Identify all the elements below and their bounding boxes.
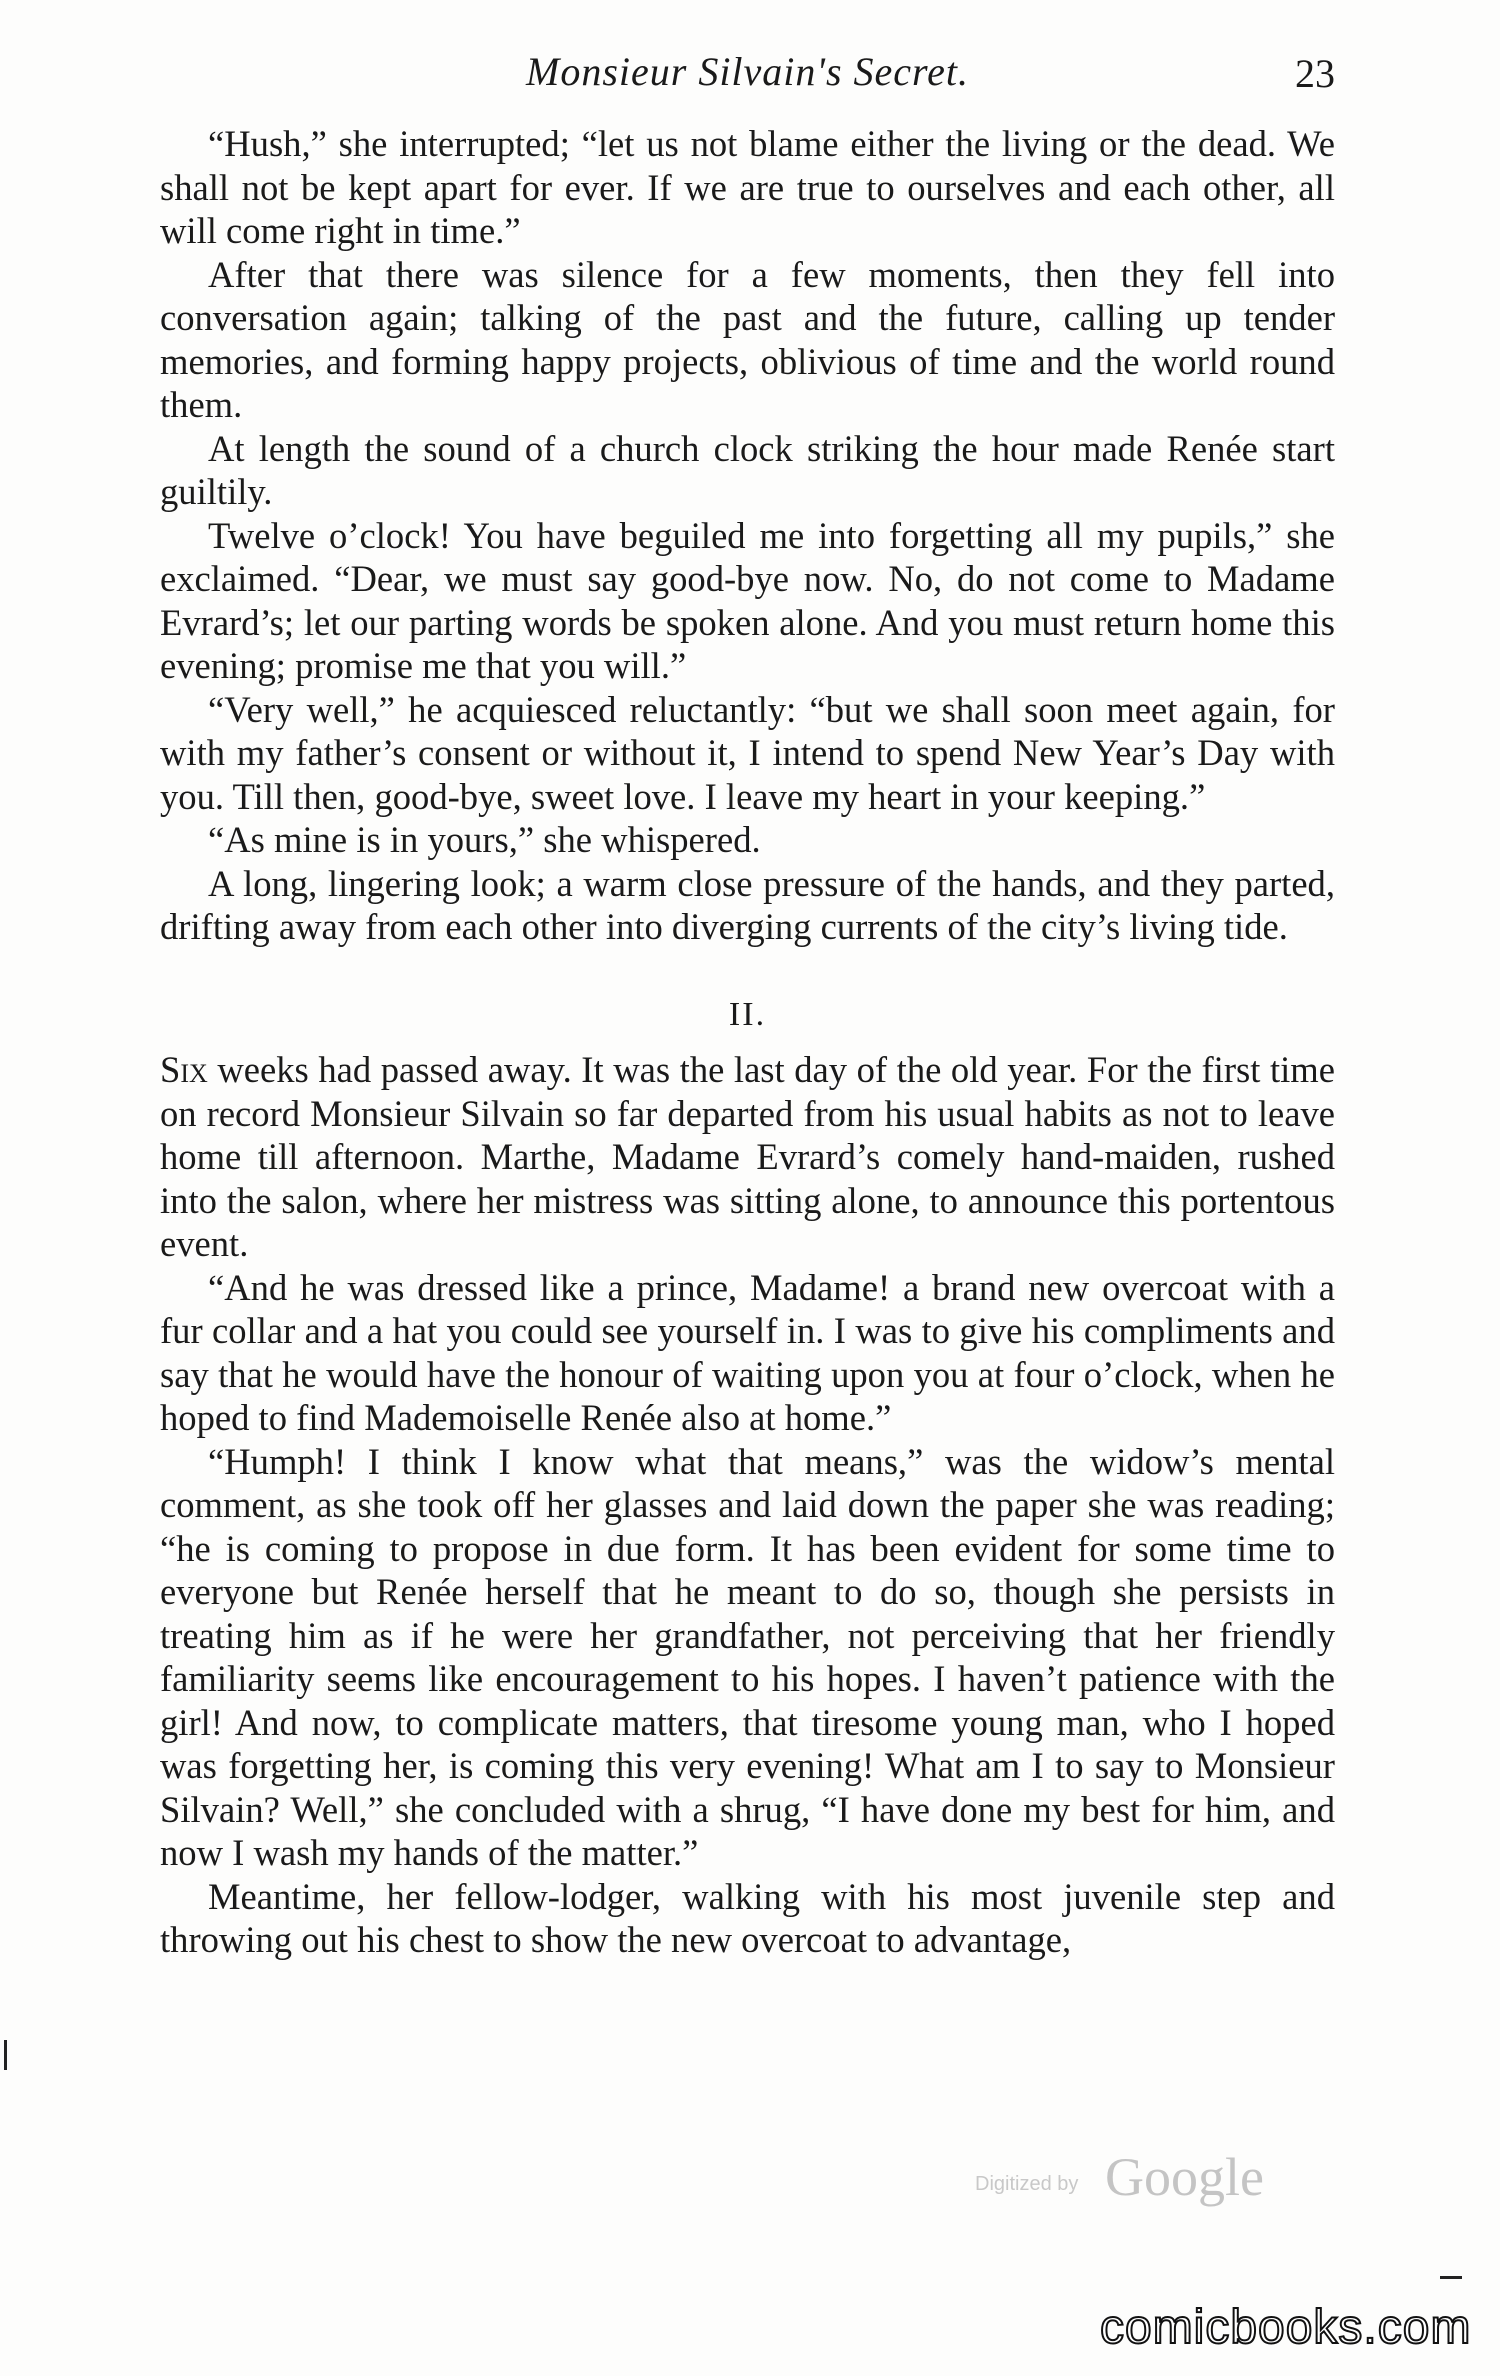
google-watermark [975,2138,1295,2208]
scan-edge-mark [4,2040,7,2070]
paragraph: “Very well,” he acquiesced reluctantly: “but we shall soon meet again, for with my father’s consent or without it, I intend to spend New Year’s Day with you. Till then, good-bye, sweet love. I leave my heart in your keeping.” [160,688,1335,817]
paragraph: At length the sound of a church clock striking the hour made Renée start guiltily. [160,427,1335,512]
paragraph: Twelve o’clock! You have beguiled me into forgetting all my pupils,” she exclaimed. “Dear, we must say good-bye now. No, do not come to Madame Evrard’s; let our parting words be spoken alone. And you must return home this evening; promise me that you will.” [160,514,1335,686]
paragraph: “Humph! I think I know what that means,” was the widow’s mental comment, as she took off her glasses and laid down the paper she was reading; “he is coming to propose in due form. It has been evident for some time to everyone but Renée herself that he meant to do so, though she persists in treating him as if he were her grandfather, not perceiving that her friendly familiarity seems like encouragement to his hopes. I haven’t patience with the girl! And now, to complicate matters, that tiresome young man, who I hoped was forgetting her, is coming this very evening! What am I to say to Monsieur Silvain? Well,” she concluded with a shrug, “I have done my best for him, and now I wash my hands of the matter.” [160,1440,1335,1873]
body-text [160,122,1335,1962]
paragraph: “As mine is in yours,” she whispered. [208,819,761,860]
running-head [160,44,1335,104]
page-number: 23 [1295,51,1335,96]
section-heading: II. [728,995,767,1033]
google-logo-text: Google [1105,2147,1264,2207]
paragraph-text: weeks had passed away. It was the last day of the old year. For the first time on record Monsieur Silvain so far departed from his usual habits as not to leave home till afternoon. Marthe, Madame Evrard’s comely hand-maiden, rushed into the salon, where her mistress was sitting alone, to announce this portentous event. [160,1049,1335,1264]
paragraph: After that there was silence for a few moments, then they fell into conversation again; talking of the past and the future, calling up tender memories, and forming happy projects, oblivious of time and the world round them. [160,253,1335,425]
small-caps-opening: Six [160,1049,208,1090]
paragraph: Meantime, her fellow-lodger, walking with his most juvenile step and throwing out his chest to show the new overcoat to advantage, [160,1875,1335,1960]
digitized-by-label: Digitized by [975,2173,1079,2195]
site-watermark: comicbooks.com [1100,2301,1472,2354]
paragraph: “Hush,” she interrupted; “let us not blame either the living or the dead. We shall not be kept apart for ever. If we are true to ourselves and each other, all will come right in time.” [160,123,1335,251]
paragraph: A long, lingering look; a warm close pressure of the hands, and they parted, drifting away from each other into diverging currents of the city’s living tide. [160,862,1335,947]
paragraph [160,1048,1335,1266]
running-title: Monsieur Silvain's Secret. [526,49,969,94]
scan-corner-dash [1440,2276,1462,2279]
paragraph: “And he was dressed like a prince, Madame! a brand new overcoat with a fur collar and a hat you could see yourself in. I was to give his compliments and say that he would have the honour of waiting upon you at four o’clock, when he hoped to find Mademoiselle Renée also at home.” [160,1266,1335,1438]
